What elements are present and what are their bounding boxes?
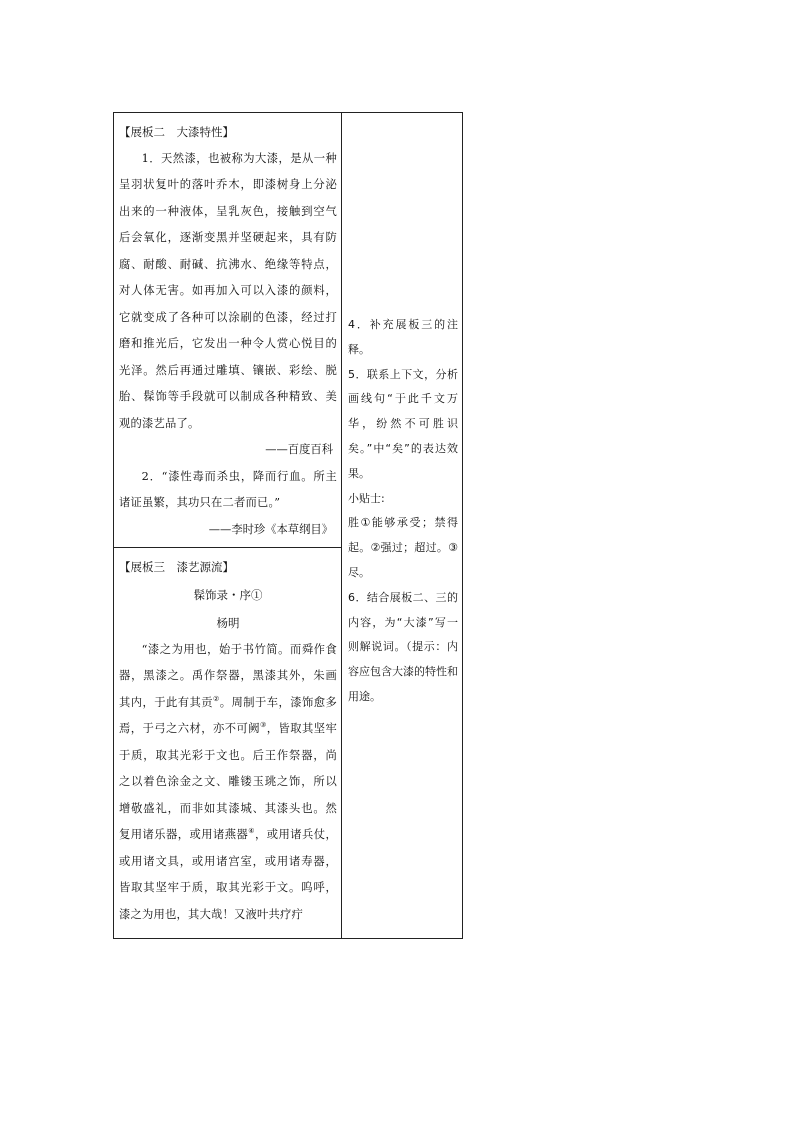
tip-text: 胜①能够承受；禁得起。②强过；超过。③尽。 <box>348 516 458 579</box>
panel-2-source-1: ——百度百科 <box>265 443 333 456</box>
footnote-marker-3: ③ <box>260 721 267 730</box>
body-text-1: “漆之为用也，始于书竹简。而舜作食器，黑漆之。禹作祭器，黑漆其外，朱画其内，于此有其贡 <box>119 642 337 709</box>
exhibit-table <box>113 112 463 939</box>
panel-3-body <box>119 637 337 929</box>
panel-2-source-2: ——李时珍《本草纲目》 <box>208 522 333 536</box>
panel-2-heading: 【展板二 大漆特性】 <box>119 125 234 139</box>
panel-3-cell <box>114 548 342 939</box>
questions-cell <box>342 113 463 939</box>
tip-label: 小贴士: <box>348 491 385 505</box>
footnote-marker-4: ④ <box>248 827 255 836</box>
panel-2-paragraph-2: 2．“漆性毒而杀虫，降而行血。所主诸证虽繁，其功只在二者而已。” <box>119 469 337 509</box>
footnote-marker-2: ② <box>213 694 220 703</box>
body-text-4: ，或用诸兵仗，或用诸文具，或用诸宫室，或用诸寿器，皆取其坚牢于质，取其光彩于文。呜呼，漆之为用也，其大哉！又液叶共疗疔 <box>119 828 337 921</box>
panel-3-author: 杨明 <box>216 615 240 630</box>
panel-2-paragraph-1: 1．天然漆，也被称为大漆，是从一种呈羽状复叶的落叶乔木，即漆树身上分泌出来的一种液体，呈乳灰色，接触到空气后会氧化，逐渐变黑并坚硬起来，具有防腐、耐酸、耐碱、抗沸水、绝缘等特点，对人体无害。如再加入可以入漆的颜料，它就变成了各种可以涂刷的色漆，经过打磨和推光后，它发出一种令人赏心悦目的光泽。然后再通过雕填、镶嵌、彩绘、脱胎、髹饰等手段就可以制成各种精致、美观的漆艺品了。 <box>119 151 337 430</box>
body-text-3: ，皆取其坚牢于质，取其光彩于文也。后王作祭器，尚之以着色涂金之文、雕镂玉珧之饰，所以增敬盛礼，而非如其漆城、其漆头也。然复用诸乐器，或用诸燕器 <box>119 722 337 841</box>
body-text-2: 。周制于车，漆饰愈多焉，于弓之六材，亦不可阙 <box>119 695 337 735</box>
panel-3-title: 髹饰录・序① <box>193 587 263 602</box>
panel-2-cell <box>114 113 342 548</box>
panel-3-heading: 【展板三 漆艺源流】 <box>119 560 234 574</box>
question-5: 5．联系上下文，分析画线句“于此千文万华，纷然不可胜识矣。”中“矣”的表达效果。 <box>348 367 458 480</box>
question-6: 6．结合展板二、三的内容，为“大漆”写一则解说词。（提示：内容应包含大漆的特性和用途。 <box>348 590 458 703</box>
question-4: 4．补充展板三的注释。 <box>348 318 458 356</box>
